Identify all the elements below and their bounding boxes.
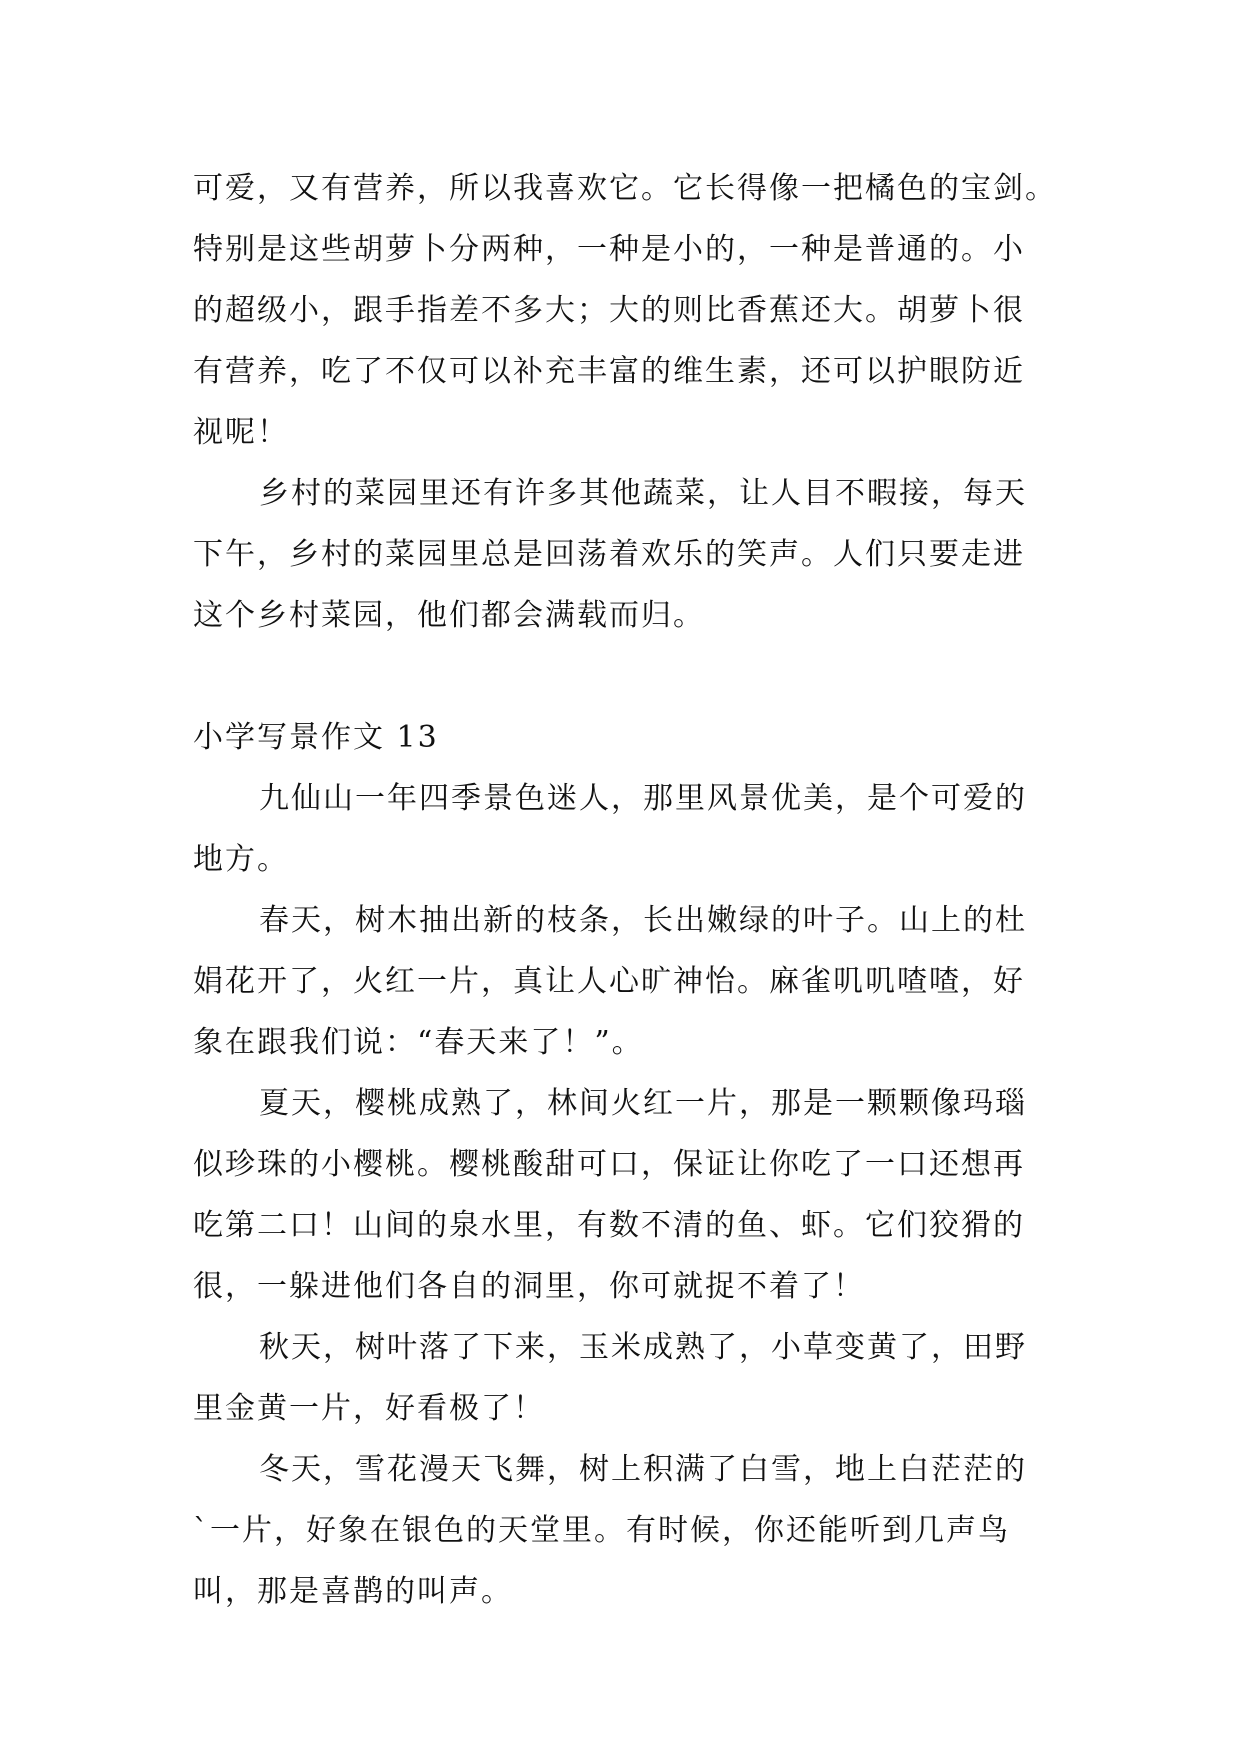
text-line: 似珍珠的小樱桃。樱桃酸甜可口，保证让你吃了一口还想再 (193, 1147, 1025, 1182)
text-line: 春天，树木抽出新的枝条，长出嫩绿的叶子。山上的杜 (259, 903, 1027, 938)
text-line: 这个乡村菜园，他们都会满载而归。 (193, 598, 705, 633)
text-line: 地方。 (193, 842, 289, 877)
text-line: 秋天，树叶落了下来，玉米成熟了，小草变黄了，田野 (259, 1330, 1027, 1365)
paragraph-carrot (193, 158, 1069, 463)
paragraph-intro (193, 768, 1069, 890)
paragraph-autumn (193, 1317, 1069, 1439)
section-spacer (193, 646, 1069, 707)
text-line: 里金黄一片，好看极了！ (193, 1391, 545, 1426)
text-line: 的超级小，跟手指差不多大；大的则比香蕉还大。胡萝卜很 (193, 293, 1025, 328)
text-line: 冬天，雪花漫天飞舞，树上积满了白雪，地上白茫茫的 (259, 1452, 1027, 1487)
text-line: 象在跟我们说：“春天来了！”。 (193, 1025, 644, 1060)
text-line: 夏天，樱桃成熟了，林间火红一片，那是一颗颗像玛瑙 (259, 1086, 1027, 1121)
text-line: 很，一躲进他们各自的洞里，你可就捉不着了！ (193, 1269, 865, 1304)
paragraph-spring (193, 890, 1069, 1073)
text-line: 特别是这些胡萝卜分两种，一种是小的，一种是普通的。小 (193, 232, 1025, 267)
text-line: `一片，好象在银色的天堂里。有时候，你还能听到几声鸟 (193, 1513, 1010, 1548)
text-line: 有营养，吃了不仅可以补充丰富的维生素，还可以护眼防近 (193, 354, 1025, 389)
text-line: 视呢！ (193, 415, 289, 450)
text-line: 娟花开了，火红一片，真让人心旷神怡。麻雀叽叽喳喳，好 (193, 964, 1025, 999)
text-line: 吃第二口！山间的泉水里，有数不清的鱼、虾。它们狡猾的 (193, 1208, 1025, 1243)
paragraph-winter (193, 1439, 1069, 1622)
text-line: 乡村的菜园里还有许多其他蔬菜，让人目不暇接，每天 (259, 476, 1027, 511)
paragraph-summer (193, 1073, 1069, 1317)
text-line: 可爱，又有营养，所以我喜欢它。它长得像一把橘色的宝剑。 (193, 171, 1057, 206)
text-line: 下午，乡村的菜园里总是回荡着欢乐的笑声。人们只要走进 (193, 537, 1025, 572)
text-line: 叫，那是喜鹊的叫声。 (193, 1574, 513, 1609)
paragraph-village-garden (193, 463, 1069, 646)
document-page (193, 158, 1069, 1622)
text-line: 九仙山一年四季景色迷人，那里风景优美，是个可爱的 (259, 781, 1027, 816)
section-title: 小学写景作文 13 (193, 720, 439, 755)
